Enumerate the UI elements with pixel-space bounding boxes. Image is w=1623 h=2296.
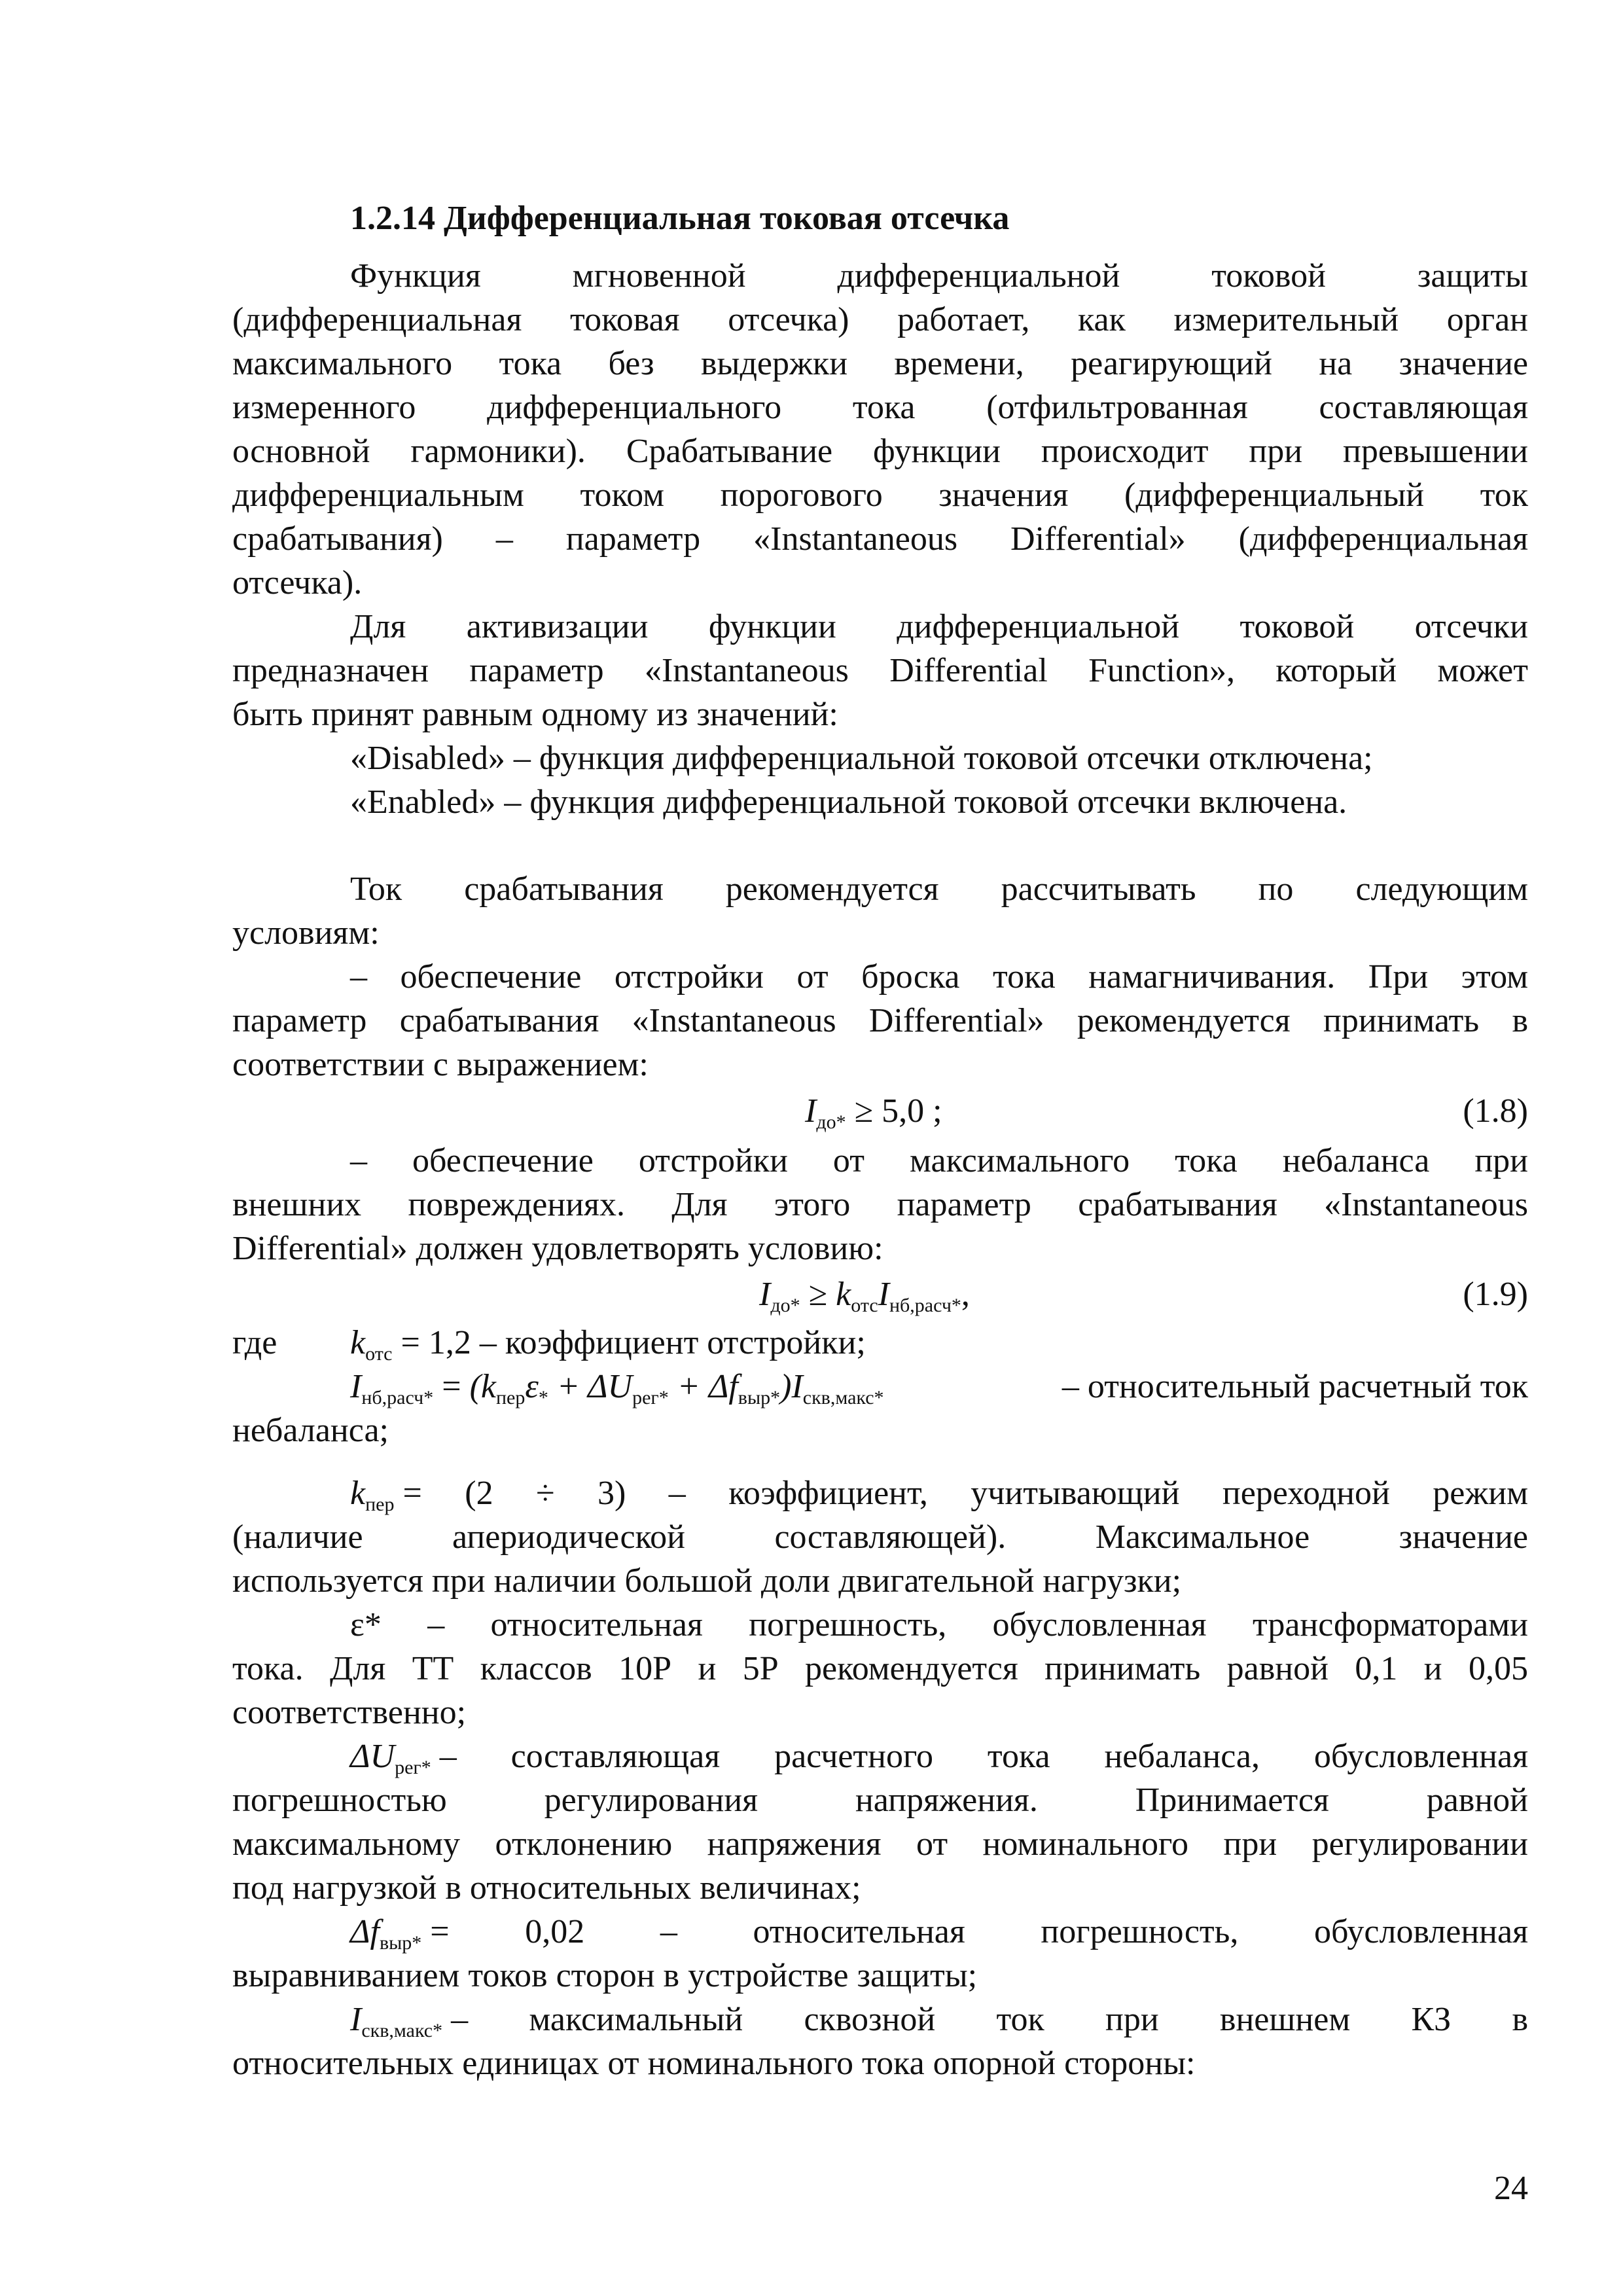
paragraph-line: основной гармоники). Срабатывание функции происходит при превышении (232, 433, 1528, 470)
paragraph-line: соответственно; (232, 1694, 467, 1731)
paragraph-line: Функция мгновенной дифференциальной токовой защиты (350, 257, 1528, 295)
paragraph-line: соответствии с выражением: (232, 1046, 649, 1083)
paragraph-line: внешних повреждениях. Для этого параметр срабатывания «Instantaneous (232, 1186, 1528, 1223)
paragraph-line: предназначен параметр «Instantaneous Differential Function», который может (232, 652, 1528, 689)
def-kper: $k_{пер}$ = (2 ÷ 3) – коэффициент, учитывающий переходной режим (350, 1475, 1528, 1515)
paragraph-line: выравниванием токов сторон в устройстве защиты; (232, 1957, 978, 1994)
paragraph-line: небаланса; (232, 1412, 389, 1449)
def-df: $\Delta f_{выр*}$ = 0,02 – относительная погрешность, обусловленная (350, 1913, 1528, 1954)
paragraph-line: (дифференциальная токовая отсечка) работает, как измерительный орган (232, 301, 1528, 338)
section-heading: 1.2.14 Дифференциальная токовая отсечка (350, 200, 1010, 237)
def-du: $\Delta U_{рег*}$ – составляющая расчетного тока небаланса, обусловленная (350, 1738, 1528, 1778)
paragraph-line: – обеспечение отстройки от броска тока намагничивания. При этом (350, 958, 1528, 996)
paragraph-line: условиям: (232, 914, 380, 952)
paragraph-line: параметр срабатывания «Instantaneous Differential» рекомендуется принимать в (232, 1002, 1528, 1039)
paragraph-line: дифференциальным током порогового значения (дифференциальный ток (232, 476, 1528, 514)
def-inb: $I_{нб,расч*} = (k_{пер}\varepsilon_* + \Delta U_{рег*} + \Delta f_{выр*})I_{скв,макс*}$ – относительный расчетный ток (350, 1368, 1528, 1408)
paragraph-line: (наличие апериодической составляющей). Максимальное значение (232, 1518, 1528, 1556)
def-iskv: $I_{скв,макс*}$ – максимальный сквозной ток при внешнем КЗ в (350, 2001, 1528, 2041)
paragraph-line: погрешностью регулирования напряжения. Принимается равной (232, 1782, 1528, 1819)
paragraph-line: Ток срабатывания рекомендуется рассчитывать по следующим (350, 870, 1528, 908)
equation-1-9: $I_{до*} \ge k_{отс}I_{нб,расч*}$, (759, 1276, 970, 1316)
paragraph-line: срабатывания) – параметр «Instantaneous Differential» (дифференциальная (232, 520, 1528, 558)
equation-number: (1.8) (1463, 1092, 1528, 1130)
paragraph-line: максимальному отклонению напряжения от номинального при регулировании (232, 1825, 1528, 1863)
page-number: 24 (1494, 2170, 1528, 2207)
paragraph-line: измеренного дифференциального тока (отфильтрованная составляющая (232, 389, 1528, 426)
paragraph-line: быть принят равным одному из значений: (232, 696, 838, 733)
paragraph-line: Для активизации функции дифференциальной токовой отсечки (350, 608, 1528, 645)
equation-1-8: $I_{до*} \ge 5,0$ ; (805, 1092, 942, 1133)
paragraph-line: максимального тока без выдержки времени, реагирующий на значение (232, 345, 1528, 382)
option-disabled: «Disabled» – функция дифференциальной токовой отсечки отключена; (350, 740, 1373, 777)
where-label: где (232, 1324, 277, 1361)
paragraph-line: относительных единицах от номинального тока опорной стороны: (232, 2045, 1196, 2082)
paragraph-line: под нагрузкой в относительных величинах; (232, 1869, 861, 1907)
def-eps: ε* – относительная погрешность, обусловленная трансформаторами (350, 1606, 1528, 1643)
paragraph-line: Differential» должен удовлетворять условию: (232, 1230, 883, 1267)
paragraph-line: тока. Для ТТ классов 10Р и 5Р рекомендуется принимать равной 0,1 и 0,05 (232, 1650, 1528, 1687)
equation-number: (1.9) (1463, 1276, 1528, 1313)
paragraph-line: отсечка). (232, 564, 363, 601)
paragraph-line: используется при наличии большой доли двигательной нагрузки; (232, 1562, 1182, 1600)
option-enabled: «Enabled» – функция дифференциальной токовой отсечки включена. (350, 783, 1347, 821)
paragraph-line: – обеспечение отстройки от максимального тока небаланса при (350, 1142, 1528, 1179)
def-kots: $k_{отс} = 1,2$ – коэффициент отстройки; (350, 1324, 866, 1365)
